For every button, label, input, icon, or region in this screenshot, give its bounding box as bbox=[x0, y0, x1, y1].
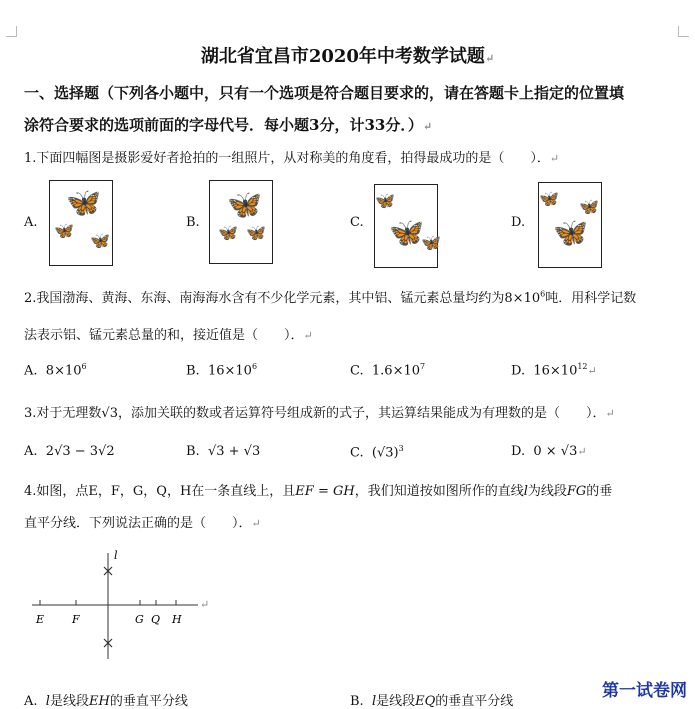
q2-stem-line2: 法表示铝、锰元素总量的和，接近值是（ ）．↵ bbox=[24, 328, 313, 343]
q1-option-c-label: C. bbox=[350, 215, 364, 230]
site-watermark: 第一试卷网 bbox=[602, 681, 687, 701]
butterfly-icon: 🦋 bbox=[375, 191, 395, 210]
q1-stem: 1.下面四幅图是摄影爱好者抢拍的一组照片，从对称美的角度看，拍得最成功的是（ ）．↵ bbox=[24, 151, 560, 166]
q3-option-b: B. √3 + √3 bbox=[186, 444, 261, 459]
q4-stem-line1: 4.如图，点E，F，G，Q，H在一条直线上，且EF = GH，我们知道按如图所作的直线l为线段FG的垂 bbox=[24, 484, 613, 499]
butterfly-icon: 🦋 bbox=[246, 223, 266, 242]
butterfly-icon: 🦋 bbox=[66, 186, 101, 219]
corner-mark bbox=[678, 26, 689, 37]
page-title: 湖北省宜昌市2020年中考数学试题↵ bbox=[200, 46, 495, 67]
butterfly-icon: 🦋 bbox=[227, 188, 262, 221]
q4-figure bbox=[28, 545, 208, 665]
q2-option-c: C. $1.6\times 10^7$ bbox=[350, 362, 426, 379]
butterfly-icon: 🦋 bbox=[553, 216, 588, 249]
q3-stem: 3.对于无理数√3，添加关联的数或者运算符号组成新的式子，其运算结果能成为有理数的是（ ）．↵ bbox=[24, 406, 615, 421]
corner-mark bbox=[6, 26, 17, 37]
butterfly-icon: 🦋 bbox=[389, 216, 424, 249]
butterfly-icon: 🦋 bbox=[579, 197, 599, 216]
paragraph-mark: ↵ bbox=[200, 598, 210, 611]
q1-photo-c bbox=[374, 184, 441, 268]
butterfly-icon: 🦋 bbox=[54, 221, 74, 240]
q2-stem-line1: 2.我国渤海、黄海、东海、南海海水含有不少化学元素，其中铝、锰元素总量均约为$8\times 10^6$吨．用科学记数 bbox=[24, 289, 637, 306]
q1-photo-b bbox=[209, 180, 273, 264]
butterfly-icon: 🦋 bbox=[90, 231, 110, 250]
q2-option-a: A. $8\times 10^6$ bbox=[24, 362, 87, 379]
label-q: Q bbox=[151, 613, 161, 626]
q4-option-a: A. l是线段EH的垂直平分线 bbox=[24, 694, 188, 709]
label-h: H bbox=[172, 613, 182, 626]
label-f: F bbox=[72, 613, 80, 626]
q4-stem-line2: 直平分线．下列说法正确的是（ ）．↵ bbox=[24, 516, 261, 531]
q3-option-c: C. $(√3)^3$ bbox=[350, 444, 404, 461]
q1-photo-a bbox=[49, 180, 113, 266]
butterfly-icon: 🦋 bbox=[218, 223, 238, 242]
section-heading-cont: 涂符合要求的选项前面的字母代号．每小题3分，计33分．）↵ bbox=[24, 116, 433, 134]
q3-option-a: A. 2√3 − 3√2 bbox=[24, 444, 115, 459]
section-heading: 一、选择题（下列各小题中，只有一个选项是符合题目要求的，请在答题卡上指定的位置填 bbox=[24, 84, 625, 102]
q3-option-d: D. 0 × √3↵ bbox=[511, 444, 587, 459]
q2-option-b: B. $16\times 10^6$ bbox=[186, 362, 258, 379]
q4-option-b: B. l是线段EQ的垂直平分线 bbox=[350, 694, 514, 709]
q1-photo-d bbox=[538, 182, 602, 268]
q1-option-a-label: A. bbox=[24, 215, 38, 230]
label-e: E bbox=[36, 613, 45, 626]
butterfly-icon: 🦋 bbox=[539, 189, 559, 208]
q1-option-d-label: D. bbox=[511, 215, 526, 230]
label-g: G bbox=[135, 613, 144, 626]
butterfly-icon: 🦋 bbox=[421, 233, 441, 252]
q1-option-b-label: B. bbox=[186, 215, 200, 230]
q2-option-d: D. $16\times 10^{12}↵$ bbox=[511, 362, 597, 379]
label-l: l bbox=[114, 549, 118, 562]
